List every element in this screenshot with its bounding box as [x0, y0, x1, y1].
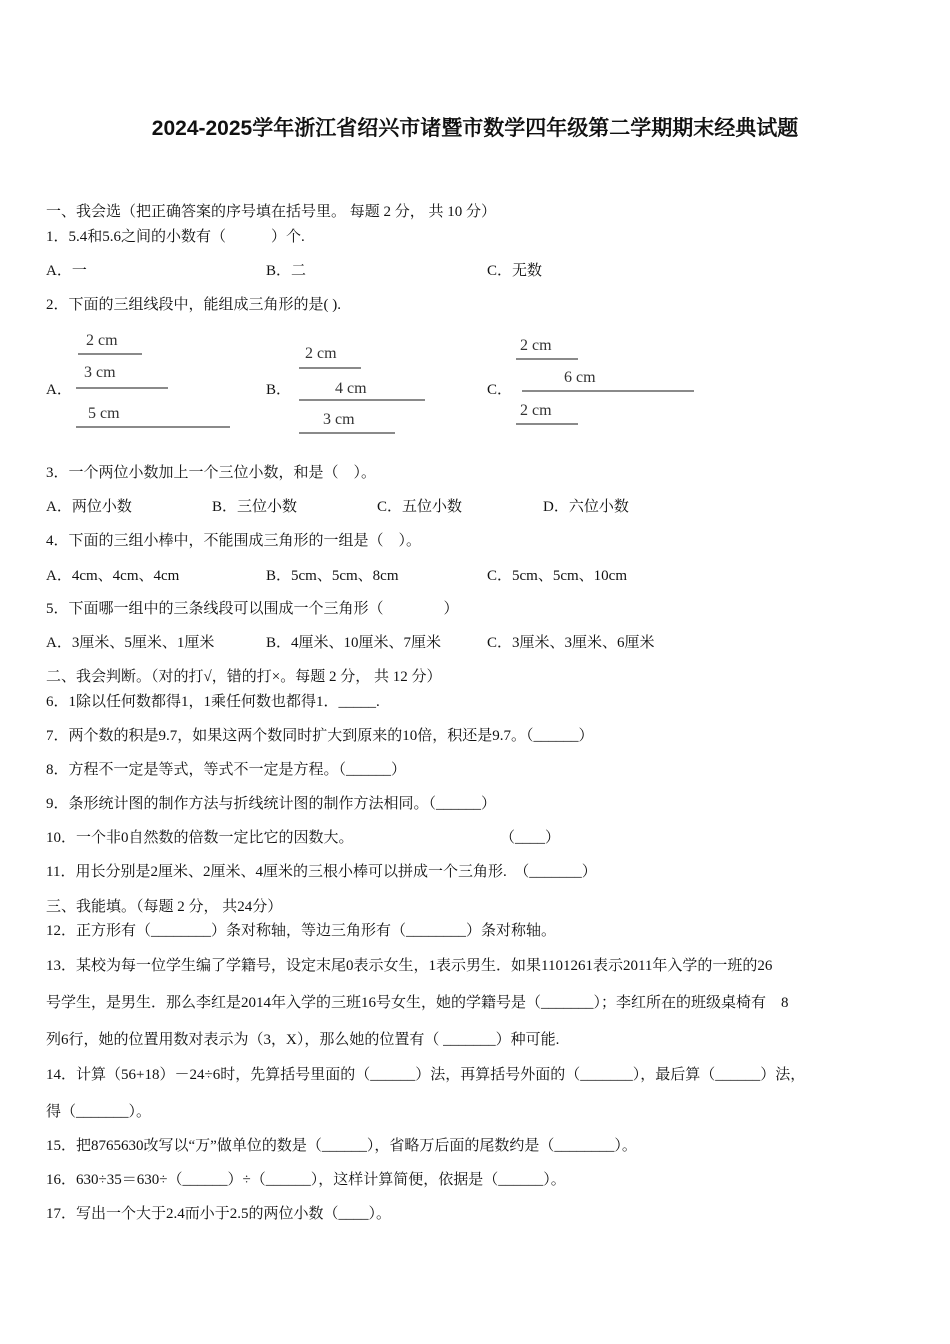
q4-option-b: B．5cm、5cm、8cm [266, 568, 399, 584]
q1-option-a: A．一 [46, 263, 87, 279]
segment-label: 2 cm [520, 337, 552, 354]
question-13-line-3: 列6行，她的位置用数对表示为（3，X），那么她的位置有（ _______）种可能. [46, 1032, 560, 1048]
q5-option-a: A．3厘米、5厘米、1厘米 [46, 635, 215, 651]
question-3: 3．一个两位小数加上一个三位小数，和是（ ）。 [46, 465, 377, 481]
q3-option-c: C．五位小数 [377, 499, 463, 515]
q5-option-c: C．3厘米、3厘米、6厘米 [487, 635, 655, 651]
question-10-blank: （____） [500, 830, 561, 846]
question-10: 10．一个非0自然数的倍数一定比它的因数大。 [46, 830, 354, 846]
q2-option-a-label: A． [46, 382, 72, 398]
question-16: 16．630÷35＝630÷（______）÷（______），这样计算简便，依据是（______）。 [46, 1172, 566, 1188]
question-15: 15．把8765630改写以“万”做单位的数是（______），省略万后面的尾数约是（________）。 [46, 1138, 637, 1154]
segment-label: 5 cm [88, 405, 120, 422]
q2-figure-b [295, 336, 445, 446]
question-2: 2．下面的三组线段中，能组成三角形的是( ). [46, 297, 341, 313]
q3-option-a: A．两位小数 [46, 499, 132, 515]
q1-option-c: C．无数 [487, 263, 543, 279]
q3-option-b: B．三位小数 [212, 499, 298, 515]
q5-option-b: B．4厘米、10厘米、7厘米 [266, 635, 442, 651]
segment-label: 6 cm [564, 369, 596, 386]
q1-option-b: B．二 [266, 263, 307, 279]
section-2-heading: 二、我会判断。（对的打√，错的打×。每题 2 分， 共 12 分） [46, 669, 442, 685]
segment-label: 3 cm [84, 364, 116, 381]
question-13-line-2: 号学生，是男生．那么李红是2014年入学的三班16号女生，她的学籍号是（_______）；李红所在的班级桌椅有 8 [46, 995, 789, 1011]
section-3-heading: 三、我能填。（每题 2 分， 共24分） [46, 899, 283, 915]
segment-label: 2 cm [305, 345, 337, 362]
question-9: 9．条形统计图的制作方法与折线统计图的制作方法相同。（______） [46, 796, 497, 812]
segment-label: 2 cm [86, 332, 118, 349]
question-14-line-1: 14．计算（56+18）－24÷6时，先算括号里面的（______）法，再算括号外面的（_______），最后算（______）法， [46, 1067, 806, 1083]
question-7: 7．两个数的积是9.7，如果这两个数同时扩大到原来的10倍，积还是9.7。（______） [46, 728, 594, 744]
question-4: 4．下面的三组小棒中，不能围成三角形的一组是（ ）。 [46, 533, 422, 549]
question-8: 8．方程不一定是等式，等式不一定是方程。（______） [46, 762, 407, 778]
q4-option-a: A．4cm、4cm、4cm [46, 568, 180, 584]
q2-figure-a [70, 326, 240, 441]
segment-label: 2 cm [520, 402, 552, 419]
segment-label: 3 cm [323, 411, 355, 428]
question-5: 5．下面哪一组中的三条线段可以围成一个三角形（ ） [46, 601, 459, 617]
question-13-line-1: 13．某校为每一位学生编了学籍号，设定末尾0表示女生，1表示男生．如果1101261表示2011年入学的一班的26 [46, 958, 773, 974]
page-title: 2024-2025学年浙江省绍兴市诸暨市数学四年级第二学期期末经典试题 [151, 117, 799, 140]
question-6: 6．1除以任何数都得1，1乘任何数也都得1．_____. [46, 694, 380, 710]
question-17: 17．写出一个大于2.4而小于2.5的两位小数（____）。 [46, 1206, 392, 1222]
segment-label: 4 cm [335, 380, 367, 397]
question-12: 12．正方形有（________）条对称轴，等边三角形有（________）条对称轴。 [46, 923, 557, 939]
q2-figure-c [512, 330, 702, 440]
q4-option-c: C．5cm、5cm、10cm [487, 568, 627, 584]
question-11: 11．用长分别是2厘米、2厘米、4厘米的三根小棒可以拼成一个三角形. （_______） [46, 864, 597, 880]
q2-option-c-label: C． [487, 382, 513, 398]
q3-option-d: D．六位小数 [543, 499, 629, 515]
q2-option-b-label: B． [266, 382, 292, 398]
question-1: 1．5.4和5.6之间的小数有（ ）个. [46, 229, 305, 245]
section-1-heading: 一、我会选（把正确答案的序号填在括号里。 每题 2 分， 共 10 分） [46, 204, 497, 220]
question-14-line-2: 得（_______）。 [46, 1104, 152, 1120]
